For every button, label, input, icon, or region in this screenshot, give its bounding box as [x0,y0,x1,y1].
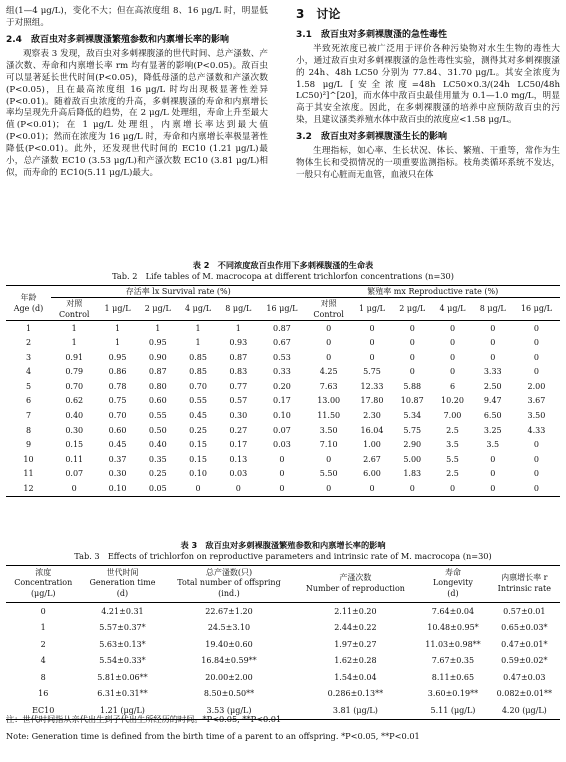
table-3-cell-1-1: 5.57±0.37* [99,623,146,633]
table-3-cell-4-3: 1.54±0.04 [334,672,377,682]
table-2-cell-1-12: 0 [533,338,539,348]
table-2-cell-11-11: 0 [490,484,496,494]
table-2-reproductive-col-4-line-0: 8 μg/L [479,304,506,314]
table-3-cell-2-3: 1.97±0.27 [334,639,377,649]
table-2-cell-6-5: 0.30 [229,411,248,421]
table-3-cell-3-4: 7.67±0.35 [431,656,475,666]
table-2-cell-3-5: 0.83 [229,367,248,377]
table-2-cell-4-0: 5 [25,381,32,391]
table-2-cell-1-1: 1 [71,338,77,348]
table-row [6,467,560,482]
table-3-header-3 [293,565,417,602]
table-2-cell-7-8: 16.04 [360,425,384,435]
table-2-cell-3-0: 4 [25,367,32,377]
section-3-1-paragraph: 半致死浓度已被广泛用于评价各种污染物对水生生物的毒性大小，通过敌百虫对多刺裸腹溞的急性毒性实验，测得其对多刺裸腹溞的 24h、48h LC50 分别为 77.84、31.70 μg/L。其安全浓度为 1.58 μg/L [安全浓度=48h LC50×0.3/(24h LC50/48h LC50)²]^[20]，而水体中敌百虫最佳用量为 0.1—1.0 mg/L，明显高于其安全浓度。因此，在多刺裸腹溞的培养中应预防敌百虫的污染，且建议溞类养殖水体中敌百虫的浓度应<1.58 μg/L。 [296,43,560,126]
age-header-en: Age (d) [13,303,44,313]
table-2-cell-8-4: 0.15 [189,440,207,450]
table-3-caption-zh: 表 3 敌百虫对多刺裸腹溞繁殖参数和内禀增长率的影响 [180,540,386,550]
table-3-caption-en: Tab. 3 Effects of trichlorfon on reproductive parameters and intrinsic rate of M. macrocopa (n=30) [74,551,492,562]
table-2-cell-9-2: 0.37 [108,454,127,464]
table-2-cell-2-6: 0.53 [273,352,291,362]
table-3-header-1-line-0: 世代时间 [106,567,139,577]
table-2-cell-0-10: 0 [449,323,456,333]
table-3-header-2-line-1: Total number of offspring [177,578,281,588]
table-2-cell-4-9: 5.88 [403,381,422,391]
table-2-cell-4-7: 7.63 [319,381,338,391]
table-2-cell-11-6: 0 [279,484,285,494]
table-2-survival-col-5-line-0: 16 μg/L [266,304,298,314]
table-2-cell-3-9: 0 [409,367,415,377]
table-2-cell-11-7: 0 [326,484,332,494]
table-2-cell-4-1: 0.70 [65,381,84,391]
table-2-reproductive-col-0-line-0: 对照 [320,298,337,308]
table-3-cell-3-3: 1.62±0.28 [334,656,377,666]
table-2-cell-8-11: 3.5 [486,440,500,450]
table-2-cell-5-5: 0.57 [229,396,248,406]
table-2-cell-4-8: 12.33 [360,381,384,391]
table-3-cell-6-0: EC10 [32,705,55,715]
table-2-cell-8-7: 7.10 [319,440,338,450]
table-2-cell-0-6: 0.87 [273,323,291,333]
table-3-header-2-line-0: 总产溞数(只) [205,567,253,577]
table-2-cell-7-2: 0.60 [108,425,127,435]
note-en: Note: Generation time is defined from the birth time of a parent to an offspring. *P<0.05, **P<0.01 [6,731,420,742]
table-2-cell-8-10: 3.5 [446,440,459,450]
table-3-cell-5-5: 0.082±0.01** [496,689,553,699]
table-2-cell-2-12: 0 [533,352,539,362]
table-row [6,350,560,365]
table-2-cell-3-6: 0.33 [273,367,291,377]
survival-group-header: 存活率 lx Survival rate (%) [51,285,305,297]
table-2-cell-6-11: 6.50 [483,411,502,421]
table-row [6,365,560,380]
table-2-cell-3-4: 0.85 [189,367,207,377]
table-3-header-2-line-2: (ind.) [218,589,240,599]
table-2-cell-3-8: 5.75 [363,367,381,377]
table-3-cell-4-4: 8.11±0.65 [431,672,475,682]
table-2-cell-5-7: 13.00 [317,396,341,406]
table-3-cell-0-2: 22.67±1.20 [205,606,253,616]
table-2-cell-0-12: 0 [533,323,539,333]
table-2-cell-5-12: 3.67 [527,396,546,406]
table-2-cell-3-11: 3.33 [483,367,502,377]
table-2-survival-col-0-line-1: Control [58,309,90,319]
table-2-cell-6-10: 7.00 [443,411,462,421]
table-2-cell-9-6: 0 [279,454,285,464]
table-2-reproductive-col-0-line-1: Control [313,309,344,319]
table-2-cell-6-7: 11.50 [317,411,341,421]
table-2-cell-9-9: 5.00 [403,454,422,464]
table-2-cell-9-1: 0.11 [65,454,84,464]
table-2-cell-7-5: 0.27 [229,425,248,435]
table-3-header-4-line-2: (d) [447,589,459,599]
table-2-cell-11-1: 0 [71,484,77,494]
table-2-cell-0-11: 0 [490,323,496,333]
table-3-header-4-line-1: Longevity [432,578,473,588]
table-2-cell-0-3: 1 [155,323,161,333]
table-2-cell-1-9: 0 [409,338,415,348]
table-2-cell-10-3: 0.25 [148,469,167,479]
table-2-cell-1-2: 1 [114,338,121,348]
table-2-survival-col-0 [51,297,97,320]
table-2-cell-2-7: 0 [326,352,332,362]
table-row [6,636,560,653]
table-2-cell-7-0: 8 [25,425,32,435]
table-2-cell-4-5: 0.77 [229,381,248,391]
table-2-cell-1-5: 0.93 [229,338,248,348]
table-2-survival-col-3-line-0: 4 μg/L [185,304,212,314]
table-2-cell-5-1: 0.62 [65,396,84,406]
table-2-cell-10-11: 0 [490,469,496,479]
table-2-cell-8-9: 2.90 [403,440,422,450]
table-row [6,423,560,438]
table-3-header-4 [417,565,488,602]
table-2-cell-6-2: 0.70 [108,411,127,421]
table-2-cell-4-11: 2.50 [483,381,502,391]
table-2-cell-5-3: 0.60 [148,396,167,406]
table-2-cell-9-3: 0.35 [148,454,167,464]
note-zh: 注：世代时间指从亲代出生到子代出生所经历的时间。*P<0.05, **P<0.01 [6,714,282,724]
table-3-cell-0-5: 0.57±0.01 [503,606,546,616]
table-2-cell-0-1: 1 [71,323,77,333]
table-2-reproductive-col-4 [473,297,513,320]
section-3-2-paragraph: 生理指标，如心率、生长状况、体长、繁殖、干重等，常作为生物体生长和受损情况的一项重要监测指标。枝角类循环系统不发达，一般只有心脏而无血管，血液只在体 [296,146,560,181]
table-2-cell-4-3: 0.80 [148,381,167,391]
table-3-cell-1-5: 0.65±0.03* [501,623,548,633]
table-3-cell-0-4: 7.64±0.04 [431,606,475,616]
table-2-cell-10-12: 0 [533,469,539,479]
table-2-cell-7-9: 5.75 [403,425,422,435]
table-2-survival-col-4-line-0: 8 μg/L [225,304,252,314]
table-2-cell-9-11: 0 [490,454,496,464]
table-2-grid [6,285,560,497]
table-3-header-0-line-2: (μg/L) [30,589,56,599]
table-2-cell-7-12: 4.33 [527,425,546,435]
table-3-cell-0-1: 4.21±0.31 [101,606,144,616]
table-3-cell-2-1: 5.63±0.13* [99,639,146,649]
table-3-cell-6-1: 1.21 (μg/L) [100,705,145,715]
table-2-cell-7-4: 0.25 [189,425,207,435]
left-column [6,6,268,180]
table-3-cell-4-2: 20.00±2.00 [205,672,253,682]
table-2-cell-2-1: 0.91 [65,352,84,362]
table-2-cell-6-1: 0.40 [65,411,84,421]
table-row [6,408,560,423]
table-2-cell-5-2: 0.75 [108,396,127,406]
table-row [6,669,560,686]
table-2-cell-2-4: 0.85 [189,352,207,362]
table-3-cell-2-4: 11.03±0.98** [425,639,481,649]
table-2-cell-8-6: 0.03 [273,440,291,450]
table-2-cell-11-2: 0.10 [108,484,127,494]
table-2-cell-6-3: 0.55 [148,411,167,421]
table-2-cell-5-10: 10.20 [441,396,464,406]
table-2-cell-2-2: 0.95 [108,352,127,362]
table-2-cell-8-0: 9 [25,440,32,450]
table-3-cell-6-2: 3.53 (μg/L) [206,705,252,715]
table-2-cell-8-12: 0 [533,440,539,450]
table-3-header-3-line-1: Number of reproduction [305,583,405,593]
table-2-cell-6-8: 2.30 [363,411,381,421]
table-2-cell-2-8: 0 [369,352,375,362]
table-2-cell-11-4: 0 [195,484,201,494]
table-3-header-1 [80,565,164,602]
table-2-cell-7-3: 0.50 [148,425,167,435]
section-2-4-heading: 2.4 敌百虫对多刺裸腹溞繁殖参数和内禀增长率的影响 [6,34,229,45]
table-2-cell-10-2: 0.30 [108,469,127,479]
table-3-header-1-line-1: Generation time [89,578,156,588]
table-2-reproductive-col-1 [352,297,392,320]
table-3 [6,540,560,720]
table-2-cell-10-7: 5.50 [319,469,338,479]
table-2-cell-10-8: 6.00 [363,469,381,479]
table-2-cell-8-1: 0.15 [65,440,84,450]
table-2-cell-0-0: 1 [25,323,32,333]
table-2-cell-1-0: 2 [25,338,32,348]
table-2-cell-11-0: 12 [23,484,34,494]
section-3-1-heading: 3.1 敌百虫对多刺裸腹溞的急性毒性 [296,29,447,40]
table-2-reproductive-col-3 [432,297,472,320]
table-2-cell-11-8: 0 [369,484,375,494]
table-3-cell-0-3: 2.11±0.20 [334,606,377,616]
table-2-cell-2-0: 3 [25,352,32,362]
table-3-cell-6-4: 5.11 (μg/L) [430,705,476,715]
table-2-cell-0-5: 1 [235,323,241,333]
table-3-cell-3-5: 0.59±0.02* [501,656,548,666]
table-2-cell-6-9: 5.34 [403,411,422,421]
table-2-cell-10-6: 0 [279,469,285,479]
table-2 [6,260,560,497]
table-2-reproductive-col-0 [306,297,352,320]
table-2-cell-6-6: 0.10 [273,411,291,421]
table-2-cell-6-12: 3.50 [527,411,546,421]
table-notes [6,714,560,749]
table-2-cell-9-10: 5.5 [446,454,459,464]
table-2-cell-6-4: 0.45 [189,411,207,421]
section-3-2-heading: 3.2 敌百虫对多刺裸腹溞生长的影响 [296,131,447,142]
table-2-cell-2-10: 0 [449,352,456,362]
age-header-zh: 年龄 [20,292,37,302]
table-3-cell-3-1: 5.54±0.33* [99,656,146,666]
table-2-cell-3-10: 0 [449,367,456,377]
table-3-cell-5-4: 3.60±0.19** [427,689,479,699]
table-2-cell-5-9: 10.87 [400,396,424,406]
table-2-cell-11-12: 0 [533,484,539,494]
table-3-header-5-line-0: 内禀增长率 r [501,573,548,583]
table-2-cell-1-8: 0 [369,338,375,348]
table-2-cell-1-11: 0 [490,338,496,348]
table-3-header-2 [164,565,293,602]
table-2-cell-3-7: 4.25 [319,367,338,377]
table-2-survival-col-2 [138,297,178,320]
left-lead-paragraph: 组(1—4 μg/L)，变化不大；但在高浓度组 8、16 μg/L 时，明显低于对照组。 [6,6,268,28]
table-2-cell-7-6: 0.07 [273,425,291,435]
table-2-survival-col-1-line-0: 1 μg/L [104,304,131,314]
table-2-cell-7-11: 3.25 [483,425,502,435]
table-2-survival-col-2-line-0: 2 μg/L [144,304,171,314]
table-2-cell-7-7: 3.50 [319,425,338,435]
table-3-cell-2-5: 0.47±0.01* [501,639,548,649]
right-column [296,6,560,182]
table-3-cell-0-0: 0 [40,606,46,616]
table-2-cell-7-1: 0.30 [65,425,84,435]
table-2-survival-col-0-line-0: 对照 [66,298,83,308]
table-2-cell-1-10: 0 [449,338,456,348]
table-2-cell-8-3: 0.40 [148,440,167,450]
table-2-cell-10-0: 11 [23,469,34,479]
table-2-cell-8-5: 0.17 [229,440,248,450]
table-3-cell-4-0: 8 [40,672,46,682]
table-row [6,603,560,620]
table-2-survival-col-1 [97,297,137,320]
table-2-cell-4-4: 0.70 [189,381,207,391]
reproductive-group-header: 繁殖率 mx Reproductive rate (%) [306,285,561,297]
table-row [6,686,560,703]
table-3-cell-6-3: 3.81 (μg/L) [332,705,378,715]
table-2-cell-9-12: 0 [533,454,539,464]
table-3-cell-2-2: 19.40±0.60 [205,639,253,649]
section-2-4-paragraph: 观察表 3 发现，敌百虫对多刺裸腹溞的世代时间、总产溞数、产溞次数、寿命和内禀增长率 rm 均有显著的影响(P<0.05)。敌百虫可以显著延长世代时间(P<0.05)，降低母溞的总产溞数和产溞次数(P<0.05)，且在最高浓度组 16 μg/L 时均出现极显著性差异(P<0.01)。随着敌百虫浓度的升高，多刺裸腹溞的寿命和内禀增长率均呈现先升高后降低的趋势，在 2 μg/L 处理组，寿命上升至最大值(P<0.01)；在 1 μg/L 处理组，内禀增长率达到最大值(P<0.01)；然而在浓度为 16 μg/L 时，寿命和内禀增长率极显著性降低(P<0.01)。此外，还发现世代时间的 EC10 (1.21 μg/L)最小，总产溞数 EC10 (3.53 μg/L)和产溞次数 EC10 (3.81 μg/L)相似，而寿命的 EC10(5.11 μg/L)最大。 [6,49,268,178]
table-row [6,620,560,637]
table-3-cell-1-4: 10.48±0.95* [427,623,479,633]
table-2-cell-9-7: 0 [326,454,332,464]
table-2-cell-1-6: 0.67 [273,338,291,348]
table-3-grid [6,565,560,720]
table-2-cell-9-4: 0.15 [189,454,207,464]
table-3-header-3-line-0: 产溞次数 [339,573,372,583]
table-2-cell-3-1: 0.79 [65,367,84,377]
table-3-header-5-line-1: Intrinsic rate [497,583,551,593]
table-2-reproductive-col-2 [392,297,432,320]
table-2-cell-11-9: 0 [409,484,415,494]
table-3-header-0 [6,565,80,602]
table-3-cell-3-2: 16.84±0.59** [201,656,257,666]
table-3-cell-2-0: 2 [40,639,46,649]
table-2-cell-5-8: 17.80 [360,396,384,406]
table-3-cell-1-0: 1 [40,623,46,633]
table-2-reproductive-col-5-line-0: 16 μg/L [520,304,552,314]
table-2-cell-5-4: 0.55 [189,396,207,406]
table-2-cell-2-5: 0.87 [229,352,248,362]
table-3-cell-5-2: 8.50±0.50** [203,689,255,699]
table-2-cell-8-8: 1.00 [363,440,381,450]
section-3-heading: 3 讨论 [296,7,341,21]
table-2-cell-10-4: 0.10 [189,469,207,479]
table-row [6,394,560,409]
table-2-cell-11-5: 0 [235,484,241,494]
table-3-cell-5-3: 0.286±0.13** [327,689,384,699]
table-2-survival-col-4 [218,297,258,320]
table-3-cell-5-0: 16 [38,689,49,699]
table-2-reproductive-col-5 [513,297,560,320]
table-3-cell-1-3: 2.44±0.22 [334,623,377,633]
table-row [6,335,560,350]
table-2-cell-11-10: 0 [449,484,456,494]
table-2-age-header [6,285,51,320]
table-2-cell-0-2: 1 [114,323,121,333]
table-2-reproductive-col-2-line-0: 2 μg/L [399,304,426,314]
table-2-cell-3-12: 0 [533,367,539,377]
table-row [6,481,560,496]
table-2-reproductive-col-3-line-0: 4 μg/L [439,304,466,314]
table-2-cell-1-3: 0.95 [148,338,167,348]
table-3-cell-4-5: 0.47±0.03 [503,672,546,682]
table-2-cell-1-7: 0 [326,338,332,348]
table-2-cell-9-0: 10 [23,454,34,464]
table-2-cell-2-3: 0.90 [148,352,167,362]
table-3-header-0-line-0: 浓度 [35,567,52,577]
table-2-cell-10-9: 1.83 [403,469,422,479]
table-2-cell-5-6: 0.17 [273,396,291,406]
table-3-header-5 [489,565,560,602]
table-2-cell-3-2: 0.86 [108,367,127,377]
table-3-cell-4-1: 5.81±0.06** [97,672,148,682]
table-row [6,653,560,670]
table-2-cell-4-2: 0.78 [108,381,127,391]
table-2-cell-10-5: 0.03 [229,469,248,479]
table-2-cell-4-6: 0.20 [273,381,291,391]
table-3-cell-5-1: 6.31±0.31** [97,689,148,699]
table-2-cell-8-2: 0.45 [108,440,127,450]
table-2-cell-4-10: 6 [449,381,456,391]
table-row [6,452,560,467]
table-2-cell-3-3: 0.87 [148,367,167,377]
table-2-cell-2-9: 0 [409,352,415,362]
table-2-caption-zh: 表 2 不同浓度敌百虫作用下多刺裸腹溞的生命表 [192,260,374,270]
table-2-reproductive-col-1-line-0: 1 μg/L [359,304,385,314]
table-row [6,379,560,394]
table-2-caption-en: Tab. 2 Life tables of M. macrocopa at different trichlorfon concentrations (n=30) [112,271,454,282]
table-2-cell-7-10: 2.5 [446,425,459,435]
table-3-header-1-line-2: (d) [116,589,129,599]
table-2-cell-10-10: 2.5 [446,469,459,479]
table-2-cell-0-7: 0 [326,323,332,333]
table-2-survival-col-5 [258,297,305,320]
table-2-cell-2-11: 0 [490,352,496,362]
table-2-cell-10-1: 0.07 [65,469,84,479]
table-2-cell-0-4: 1 [195,323,201,333]
table-3-cell-3-0: 4 [40,656,46,666]
table-2-cell-5-11: 9.47 [483,396,502,406]
table-2-cell-0-8: 0 [369,323,375,333]
table-3-cell-1-2: 24.5±3.10 [207,623,251,633]
table-2-cell-4-12: 2.00 [527,381,546,391]
table-2-cell-6-0: 7 [25,411,32,421]
table-row [6,320,560,335]
table-2-cell-9-8: 2.67 [363,454,381,464]
table-2-cell-9-5: 0.13 [229,454,248,464]
table-row [6,437,560,452]
table-2-cell-0-9: 0 [409,323,415,333]
table-3-cell-6-5: 4.20 (μg/L) [501,705,547,715]
table-3-header-4-line-0: 寿命 [444,567,461,577]
table-2-survival-col-3 [178,297,218,320]
table-2-cell-1-4: 1 [195,338,201,348]
table-2-cell-11-3: 0.05 [148,484,167,494]
table-3-header-0-line-1: Concentration [14,578,73,588]
table-2-cell-5-0: 6 [25,396,32,406]
